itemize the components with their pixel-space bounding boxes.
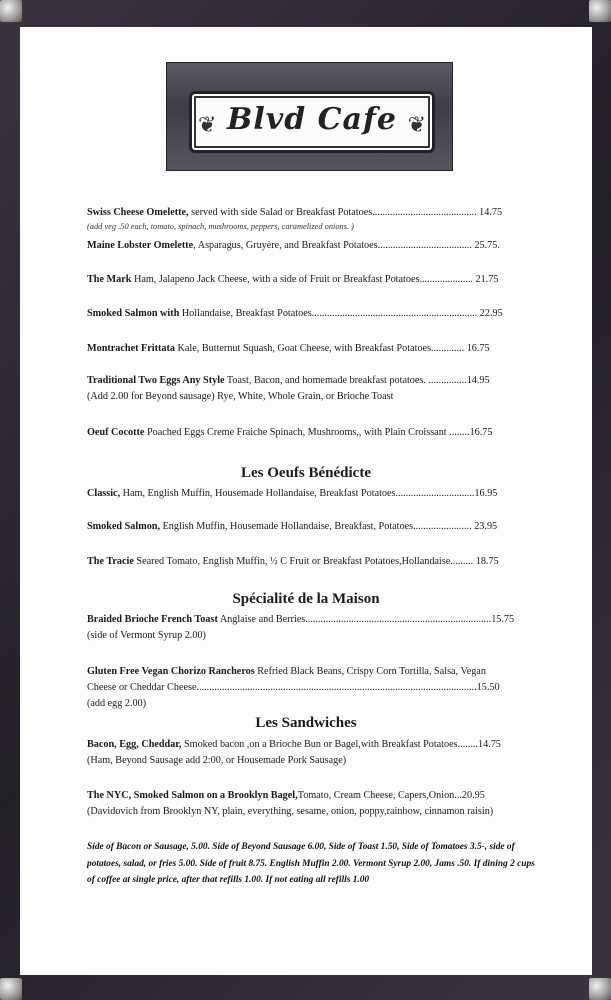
menu-item xyxy=(87,486,527,502)
menu-item xyxy=(87,664,527,712)
item-name: Oeuf Cocotte xyxy=(87,427,145,438)
item-desc: Seared Tomato, English Muffin, ½ C Fruit or Breakfast Potatoes,Hollandaise......... xyxy=(133,556,474,567)
item-price: 23.95 xyxy=(474,521,498,532)
item-price: 14.75 xyxy=(479,207,503,218)
logo xyxy=(166,62,453,171)
menu-item xyxy=(87,238,527,254)
item-price: 16.75 xyxy=(469,427,493,438)
menu-item xyxy=(87,554,527,570)
item-price: 15.75 xyxy=(491,614,515,625)
item-price: 16.95 xyxy=(474,488,498,499)
corner-bracket xyxy=(0,978,22,1000)
item-name: Swiss Cheese Omelette, xyxy=(87,207,189,218)
item-price: 25.75. xyxy=(474,240,500,251)
item-note: (Davidovich from Brooklyn NY, plain, everything, sesame, onion, poppy,rainbow, cinnamon raisin) xyxy=(87,806,494,817)
section-heading: Les Oeufs Bénédicte xyxy=(241,465,371,481)
corner-bracket xyxy=(589,978,611,1000)
section-heading: Spécialité de la Maison xyxy=(232,591,380,607)
item-name: Classic, xyxy=(87,488,121,499)
item-desc: Tomato, Cream Cheese, Capers,Onion... xyxy=(297,790,462,801)
item-price: 18.75 xyxy=(475,556,499,567)
item-desc: Poached Eggs Creme Fraiche Spinach, Mushrooms,, with Plain Croissant ........ xyxy=(144,427,470,438)
menu-item xyxy=(87,272,527,288)
item-name: Smoked Salmon with xyxy=(87,308,180,319)
menu-item xyxy=(87,737,527,769)
item-name: The Tracie xyxy=(87,556,134,567)
flourish-icon: ❦ xyxy=(198,112,217,137)
item-desc: Ham, English Muffin, Housemade Hollandaise, Breakfast Potatoes............................... xyxy=(120,488,475,499)
item-desc: , Asparagus, Gruyère, and Breakfast Potatoes..................................... xyxy=(193,240,472,251)
item-name: The NYC, Smoked Salmon on a Brooklyn Bagel, xyxy=(87,790,298,801)
menu-item xyxy=(87,205,527,233)
item-note: (Ham, Beyond Sausage add 2:00, or Housemade Pork Sausage) xyxy=(87,755,347,766)
corner-bracket xyxy=(589,0,611,22)
item-price: 14.75 xyxy=(477,739,501,750)
item-desc: English Muffin, Housemade Hollandaise, Breakfast, Potatoes....................... xyxy=(160,521,472,532)
item-note: (add egg 2.00) xyxy=(87,698,147,709)
item-name: Bacon, Egg, Cheddar, xyxy=(87,739,182,750)
menu-item xyxy=(87,425,527,441)
logo-plaque xyxy=(189,91,435,153)
item-price: 21.75 xyxy=(475,274,499,285)
menu-item xyxy=(87,612,527,644)
menu-item xyxy=(87,519,527,535)
menu-item xyxy=(87,306,527,322)
item-price: 14.95 xyxy=(466,375,490,386)
item-price: 22.95 xyxy=(479,308,503,319)
flourish-icon: ❦ xyxy=(407,112,426,137)
item-line: Cheese or Cheddar Cheese..............................................................................................................15.50 xyxy=(87,682,500,693)
item-name: Traditional Two Eggs Any Style xyxy=(87,375,225,386)
item-desc: Hollandaise, Breakfast Potatoes................................................................. xyxy=(179,308,478,319)
item-price: 20.95 xyxy=(461,790,485,801)
item-desc: served with side Salad or Breakfast Potatoes......................................... xyxy=(188,207,477,218)
corner-bracket xyxy=(0,0,22,22)
logo-text: Blvd Cafe xyxy=(227,102,397,137)
item-desc: Ham, Jalapeno Jack Cheese, with a side of Fruit or Breakfast Potatoes..................... xyxy=(131,274,473,285)
item-name: Braided Brioche French Toast xyxy=(87,614,218,625)
item-desc: Toast, Bacon, and homemade breakfast potatoes. ............... xyxy=(224,375,467,386)
item-name: Smoked Salmon, xyxy=(87,521,161,532)
item-desc: Smoked bacon ,on a Brioche Bun or Bagel,with Breakfast Potatoes........ xyxy=(181,739,478,750)
item-name: Maine Lobster Omelette xyxy=(87,240,194,251)
section-heading: Les Sandwiches xyxy=(255,715,357,731)
menu-item xyxy=(87,373,527,405)
item-desc: Anglaise and Berries......................................................................... xyxy=(217,614,492,625)
side-notes: Side of Bacon or Sausage, 5.00. Side of Beyond Sausage 6.00, Side of Toast 1.50, Side of Tomatoes 3.5-, side of potatoes, salad, or fries 5.00. Side of fruit 8.75. English Muffin 2.00. Vermont Syrup 2.00, Jams .50. If dining 2 cups of coffee at single price, after that refills 1.00. If not eating all refills 1.00 xyxy=(87,842,535,885)
item-price: 16.75 xyxy=(466,343,490,354)
item-name: Montrachet Frittata xyxy=(87,343,175,354)
item-desc: Refried Black Beans, Crispy Corn Tortilla, Salsa, Vegan xyxy=(254,666,486,677)
item-name: Gluten Free Vegan Chorizo Rancheros xyxy=(87,666,255,677)
menu-page xyxy=(20,27,592,975)
item-note: (add veg .50 each, tomato, spinach, mushrooms, peppers, caramelized onions. ) xyxy=(87,222,354,231)
item-note: (Add 2.00 for Beyond sausage) Rye, White, Whole Grain, or Brioche Toast xyxy=(87,391,394,402)
item-desc: Kale, Butternut Squash, Goat Cheese, with Breakfast Potatoes............. xyxy=(174,343,465,354)
item-note: (side of Vermont Syrup 2.00) xyxy=(87,630,206,641)
item-name: The Mark xyxy=(87,274,132,285)
menu-item xyxy=(87,788,527,820)
menu-item xyxy=(87,341,527,357)
